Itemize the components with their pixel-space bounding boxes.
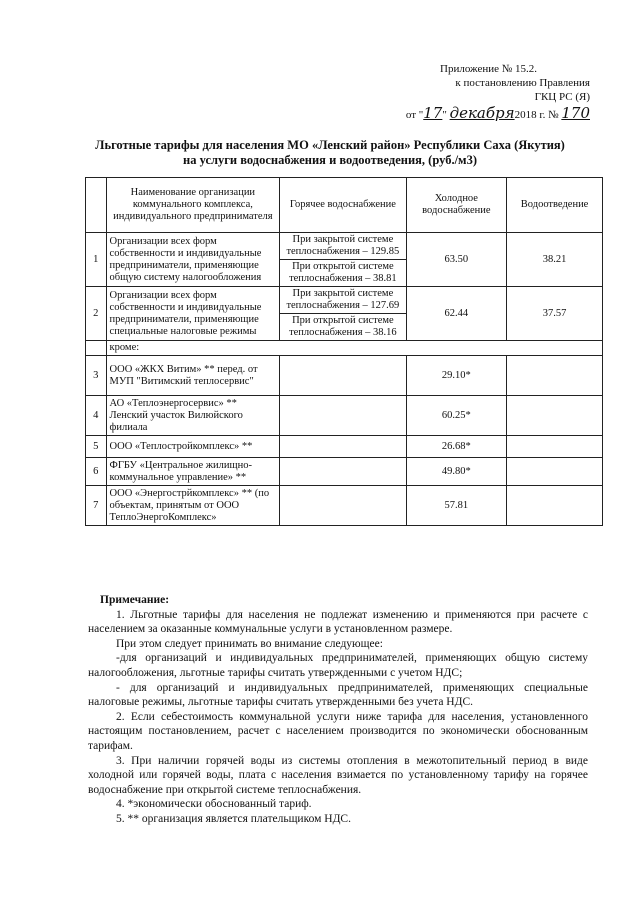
note-1: 1. Льготные тарифы для населения не подлежат изменению и применяются при расчете с населением за оказанные коммунальные услуги в установленном размере. bbox=[88, 608, 588, 636]
hot-open: При открытой системе теплоснабжения – 38.16 bbox=[280, 314, 406, 341]
note-3: 3. При наличии горячей воды из системы отопления в межотопительный период в виде холодной или горячей воды, плата с населения взимается по установленному тарифу на горячее водоснабжение при открытой системе теплоснабжения. bbox=[88, 754, 588, 796]
row-num: 2 bbox=[86, 287, 107, 341]
date-month: декабря bbox=[449, 104, 515, 122]
row-cold: 29.10* bbox=[406, 356, 507, 396]
date-year: 2018 г. № bbox=[514, 109, 559, 121]
row-drain: 37.57 bbox=[507, 287, 603, 341]
row-org: ФГБУ «Центральное жилищно-коммунальное управление» ** bbox=[106, 458, 280, 486]
table-row bbox=[86, 287, 603, 314]
table-row bbox=[86, 436, 603, 458]
row-org: ООО «Энергострйкомплекс» ** (по объектам, принятым от ООО ТеплоЭнергоКомплекс» bbox=[106, 486, 280, 526]
row-num: 7 bbox=[86, 486, 107, 526]
table-row-except bbox=[86, 341, 603, 356]
row-drain bbox=[507, 486, 603, 526]
table-row bbox=[86, 356, 603, 396]
header-drain: Водоотведение bbox=[507, 178, 603, 233]
row-num: 4 bbox=[86, 396, 107, 436]
title-line-1: Льготные тарифы для населения МО «Ленский район» Республики Саха (Якутия) bbox=[95, 138, 565, 152]
date-prefix: от " bbox=[405, 109, 424, 121]
row-num: 5 bbox=[86, 436, 107, 458]
row-org: ООО «ЖКХ Витим» ** перед. от МУП "Витимский теплосервис" bbox=[106, 356, 280, 396]
note-1-intro: При этом следует принимать во внимание следующее: bbox=[116, 637, 383, 650]
decree-number: 170 bbox=[561, 104, 590, 122]
row-org: Организации всех форм собственности и индивидуальные предприниматели, применяющие специальные налоговые режимы bbox=[106, 287, 280, 341]
row-num bbox=[86, 341, 107, 356]
row-cold: 26.68* bbox=[406, 436, 507, 458]
hot-open: При открытой системе теплоснабжения – 38.81 bbox=[280, 260, 406, 287]
tariff-table bbox=[85, 177, 603, 526]
row-org: ООО «Теплостройкомплекс» ** bbox=[106, 436, 280, 458]
table-row bbox=[86, 396, 603, 436]
row-org: Организации всех форм собственности и индивидуальные предприниматели, применяющие общую систему налогообложения bbox=[106, 233, 280, 287]
row-drain bbox=[507, 458, 603, 486]
row-cold: 49.80* bbox=[406, 458, 507, 486]
row-drain bbox=[507, 436, 603, 458]
note-5: 5. ** организация является плательщиком НДС. bbox=[116, 812, 351, 825]
row-drain: 38.21 bbox=[507, 233, 603, 287]
note-2: 2. Если себестоимость коммунальной услуги ниже тарифа для населения, установленного настоящим постановлением, расчет с населением производится по экономически обоснованным тарифам. bbox=[88, 710, 588, 752]
header-num bbox=[86, 178, 107, 233]
except-label: кроме: bbox=[106, 341, 602, 356]
appendix-line-1: Приложение № 15.2. bbox=[440, 63, 538, 75]
header-hot: Горячее водоснабжение bbox=[280, 178, 406, 233]
page-title bbox=[70, 138, 590, 168]
note-4: 4. *экономически обоснованный тариф. bbox=[116, 798, 312, 811]
row-num: 6 bbox=[86, 458, 107, 486]
appendix-date bbox=[400, 106, 590, 122]
row-org: АО «Теплоэнергосервис» ** Ленский участок Вилюйского филиала bbox=[106, 396, 280, 436]
table-header-row bbox=[86, 178, 603, 233]
row-drain bbox=[507, 396, 603, 436]
row-num: 3 bbox=[86, 356, 107, 396]
notes-heading: Примечание: bbox=[100, 594, 170, 606]
hot-closed: При закрытой системе теплоснабжения – 129.85 bbox=[280, 233, 406, 260]
row-hot bbox=[280, 486, 406, 526]
notes-section bbox=[88, 593, 588, 827]
row-cold: 63.50 bbox=[406, 233, 507, 287]
table-row bbox=[86, 458, 603, 486]
row-cold: 62.44 bbox=[406, 287, 507, 341]
appendix-line-3: ГКЦ РС (Я) bbox=[534, 91, 590, 103]
date-day: 17 bbox=[423, 104, 443, 122]
title-line-2: на услуги водоснабжения и водоотведения, (руб./м3) bbox=[183, 153, 477, 167]
note-1-special: - для организаций и индивидуальных предпринимателей, применяющих специальные налоговые режимы, льготные тарифы считать утвержденными без учета НДС. bbox=[88, 681, 588, 709]
appendix-line-2: к постановлению Правления bbox=[455, 77, 590, 89]
date-mid: " bbox=[442, 109, 447, 121]
row-hot bbox=[280, 436, 406, 458]
appendix-header bbox=[400, 62, 590, 122]
row-hot bbox=[280, 356, 406, 396]
header-org: Наименование организации коммунального комплекса, индивидуального предпринимателя bbox=[106, 178, 280, 233]
row-cold: 60.25* bbox=[406, 396, 507, 436]
row-cold: 57.81 bbox=[406, 486, 507, 526]
note-1-general: -для организаций и индивидуальных предпринимателей, применяющих общую систему налогообложения, льготные тарифы считать утвержденными с учетом НДС; bbox=[88, 652, 588, 679]
row-hot bbox=[280, 458, 406, 486]
row-num: 1 bbox=[86, 233, 107, 287]
table-row bbox=[86, 233, 603, 260]
row-drain bbox=[507, 356, 603, 396]
header-cold: Холодное водоснабжение bbox=[406, 178, 507, 233]
hot-closed: При закрытой системе теплоснабжения – 127.69 bbox=[280, 287, 406, 314]
row-hot bbox=[280, 396, 406, 436]
table-row bbox=[86, 486, 603, 526]
